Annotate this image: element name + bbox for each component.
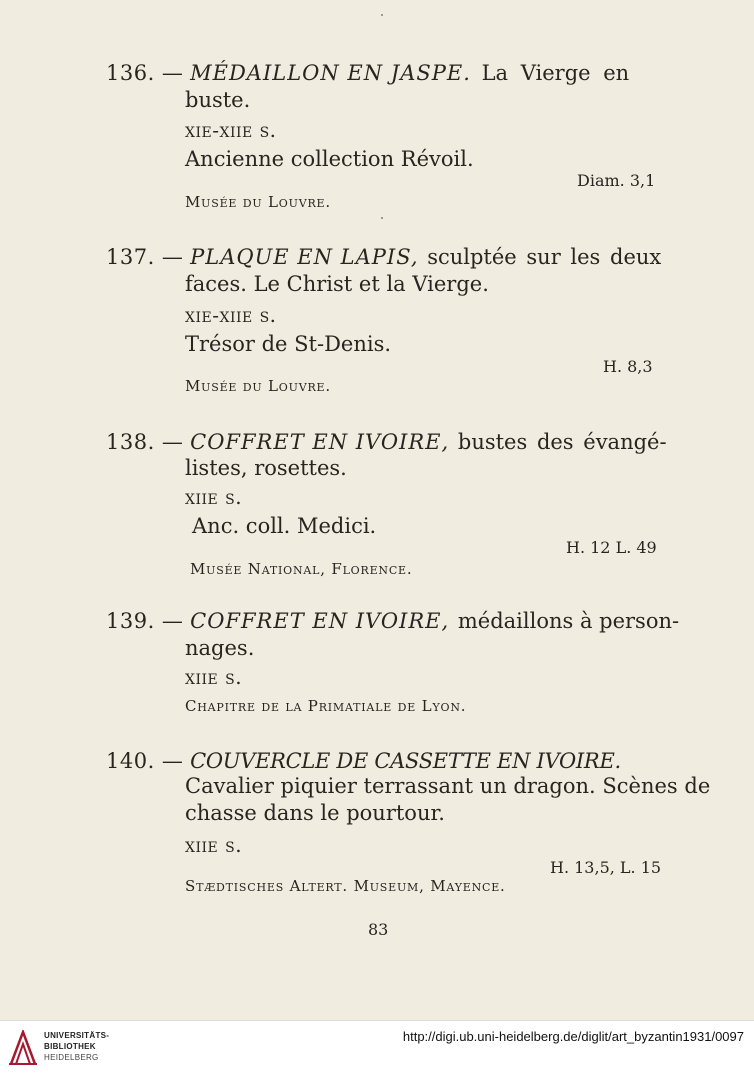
- entry-137-century: xie-xiie s.: [185, 303, 277, 327]
- entry-137-heading: 137. — PLAQUE EN LAPIS, sculptée sur les deux: [106, 245, 662, 269]
- entry-136-desc: buste.: [185, 88, 251, 112]
- entry-138-desc: listes, rosettes.: [185, 456, 347, 480]
- speck: [381, 217, 383, 219]
- entry-139-desc: nages.: [185, 636, 255, 660]
- entry-136-century: xie-xiie s.: [185, 118, 277, 142]
- entry-139-heading: 139. — COFFRET EN IVOIRE, médaillons à person-: [106, 609, 680, 633]
- entry-136-museum: Musée du Louvre.: [185, 193, 331, 211]
- entry-139-century: xiie s.: [185, 665, 243, 689]
- entry-137-desc: faces. Le Christ et la Vierge.: [185, 272, 489, 296]
- entry-140-century: xiie s.: [185, 833, 243, 857]
- library-logo-icon: [8, 1030, 38, 1066]
- entry-137-provenance: Trésor de St-Denis.: [185, 332, 392, 356]
- entry-140-measurement: H. 13,5, L. 15: [550, 858, 662, 877]
- entry-136-heading: 136. — MÉDAILLON EN JASPE. La Vierge en: [106, 61, 630, 85]
- speck: [381, 14, 383, 16]
- entry-138-museum: Musée National, Florence.: [190, 560, 413, 578]
- entry-137-measurement: H. 8,3: [603, 357, 653, 376]
- entry-140-museum: Stædtisches Altert. Museum, Mayence.: [185, 877, 506, 895]
- entry-139-museum: Chapitre de la Primatiale de Lyon.: [185, 697, 467, 715]
- entry-140-desc-2: chasse dans le pourtour.: [185, 801, 445, 825]
- entry-138-provenance: Anc. coll. Medici.: [192, 514, 377, 538]
- library-name: UNIVERSITÄTS- BIBLIOTHEK HEIDELBERG: [44, 1031, 110, 1062]
- entry-138-century: xiie s.: [185, 485, 243, 509]
- page-number: 83: [368, 920, 389, 939]
- entry-136-provenance: Ancienne collection Révoil.: [185, 147, 474, 171]
- footer-bar: [0, 1020, 754, 1074]
- source-url-link[interactable]: http://digi.ub.uni-heidelberg.de/diglit/art_byzantin1931/0097: [402, 1029, 744, 1044]
- entry-140-heading: 140. — COUVERCLE DE CASSETTE EN IVOIRE.: [106, 749, 621, 773]
- entry-140-desc-1: Cavalier piquier terrassant un dragon. Scènes de: [185, 774, 711, 798]
- entry-138-measurement: H. 12 L. 49: [566, 538, 657, 557]
- entry-138-heading: 138. — COFFRET EN IVOIRE, bustes des évangé-: [106, 430, 667, 454]
- entry-137-museum: Musée du Louvre.: [185, 377, 331, 395]
- entry-136-measurement: Diam. 3,1: [577, 171, 656, 190]
